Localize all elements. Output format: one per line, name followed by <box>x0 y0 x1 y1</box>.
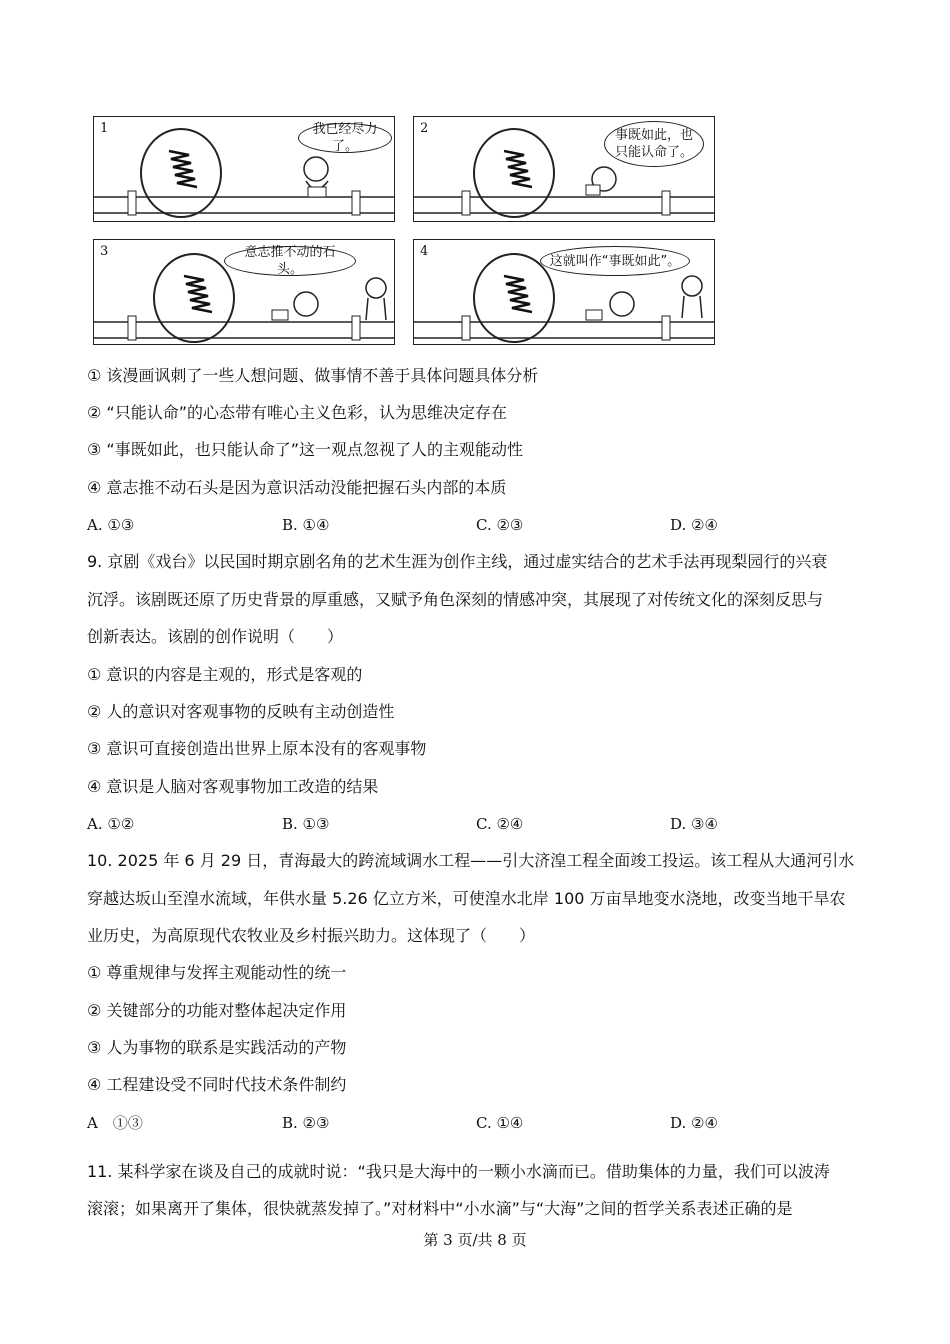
q9-option-b[interactable]: B. ①③ <box>282 815 330 833</box>
q8-statement-4: ④ 意志推不动石头是因为意识活动没能把握石头内部的本质 <box>87 478 507 497</box>
comic-panel-4 <box>413 239 715 345</box>
q9-statement-3: ③ 意识可直接创造出世界上原本没有的客观事物 <box>87 739 427 758</box>
q8-option-d[interactable]: D. ②④ <box>670 516 718 534</box>
q10-stem-line-2: 穿越达坂山至湟水流域，年供水量 5.26 亿立方米，可使湟水北岸 100 万亩旱地变水浇地，改变当地干旱农 <box>87 889 846 908</box>
q9-option-a[interactable]: A. ①② <box>87 815 135 833</box>
q9-stem-line-1: 9. 京剧《戏台》以民国时期京剧名角的艺术生涯为创作主线，通过虚实结合的艺术手法再现梨园行的兴衰 <box>87 552 828 571</box>
q8-option-a[interactable]: A. ①③ <box>87 516 135 534</box>
panel-number: 4 <box>420 244 429 259</box>
comic-panel-2 <box>413 116 715 222</box>
q10-option-a[interactable]: A ①③ <box>87 1114 143 1132</box>
q9-statement-4: ④ 意识是人脑对客观事物加工改造的结果 <box>87 777 379 796</box>
comic-panel-1 <box>93 116 395 222</box>
speech-bubble: 这就叫作“事既如此”。 <box>540 246 690 276</box>
q11-stem-line-1: 11. 某科学家在谈及自己的成就时说：“我只是大海中的一颗小水滴而已。借助集体的力量，我们可以波涛 <box>87 1162 830 1181</box>
panel-number: 1 <box>100 121 109 136</box>
q10-statement-3: ③ 人为事物的联系是实践活动的产物 <box>87 1038 347 1057</box>
q10-statement-4: ④ 工程建设受不同时代技术条件制约 <box>87 1075 347 1094</box>
q10-statement-1: ① 尊重规律与发挥主观能动性的统一 <box>87 963 347 982</box>
q10-option-d[interactable]: D. ②④ <box>670 1114 718 1132</box>
q10-option-c[interactable]: C. ①④ <box>476 1114 524 1132</box>
q9-option-d[interactable]: D. ③④ <box>670 815 718 833</box>
q8-option-b[interactable]: B. ①④ <box>282 516 330 534</box>
speech-bubble: 我已经尽力了。 <box>298 123 392 153</box>
q10-option-b[interactable]: B. ②③ <box>282 1114 330 1132</box>
speech-bubble: 意志推不动的石头。 <box>224 246 356 276</box>
comic-panel-3 <box>93 239 395 345</box>
q10-stem-line-3: 业历史，为高原现代农牧业及乡村振兴助力。这体现了（ ） <box>87 926 536 945</box>
q9-option-c[interactable]: C. ②④ <box>476 815 524 833</box>
q8-statement-1: ① 该漫画讽刺了一些人想问题、做事情不善于具体问题具体分析 <box>87 366 539 385</box>
q9-statement-1: ① 意识的内容是主观的，形式是客观的 <box>87 665 363 684</box>
q9-statement-2: ② 人的意识对客观事物的反映有主动创造性 <box>87 702 395 721</box>
comic-strip <box>93 116 713 346</box>
panel-number: 2 <box>420 121 429 136</box>
page-footer: 第 3 页/共 8 页 <box>423 1231 527 1249</box>
q10-stem-line-1: 10. 2025 年 6 月 29 日，青海最大的跨流域调水工程——引大济湟工程全面竣工投运。该工程从大通河引水 <box>87 851 855 870</box>
speech-bubble: 事既如此，也只能认命了。 <box>604 121 704 167</box>
q11-stem-line-2: 滚滚；如果离开了集体，很快就蒸发掉了。”对材料中“小水滴”与“大海”之间的哲学关系表述正确的是 <box>87 1199 793 1218</box>
q8-option-c[interactable]: C. ②③ <box>476 516 524 534</box>
q9-stem-line-2: 沉浮。该剧既还原了历史背景的厚重感，又赋予角色深刻的情感冲突，其展现了对传统文化的深刻反思与 <box>87 590 824 609</box>
panel-number: 3 <box>100 244 109 259</box>
q9-stem-line-3: 创新表达。该剧的创作说明（ ） <box>87 627 344 646</box>
q8-statement-3: ③ “事既如此，也只能认命了”这一观点忽视了人的主观能动性 <box>87 440 524 459</box>
q8-statement-2: ② “只能认命”的心态带有唯心主义色彩，认为思维决定存在 <box>87 403 508 422</box>
q10-statement-2: ② 关键部分的功能对整体起决定作用 <box>87 1001 347 1020</box>
